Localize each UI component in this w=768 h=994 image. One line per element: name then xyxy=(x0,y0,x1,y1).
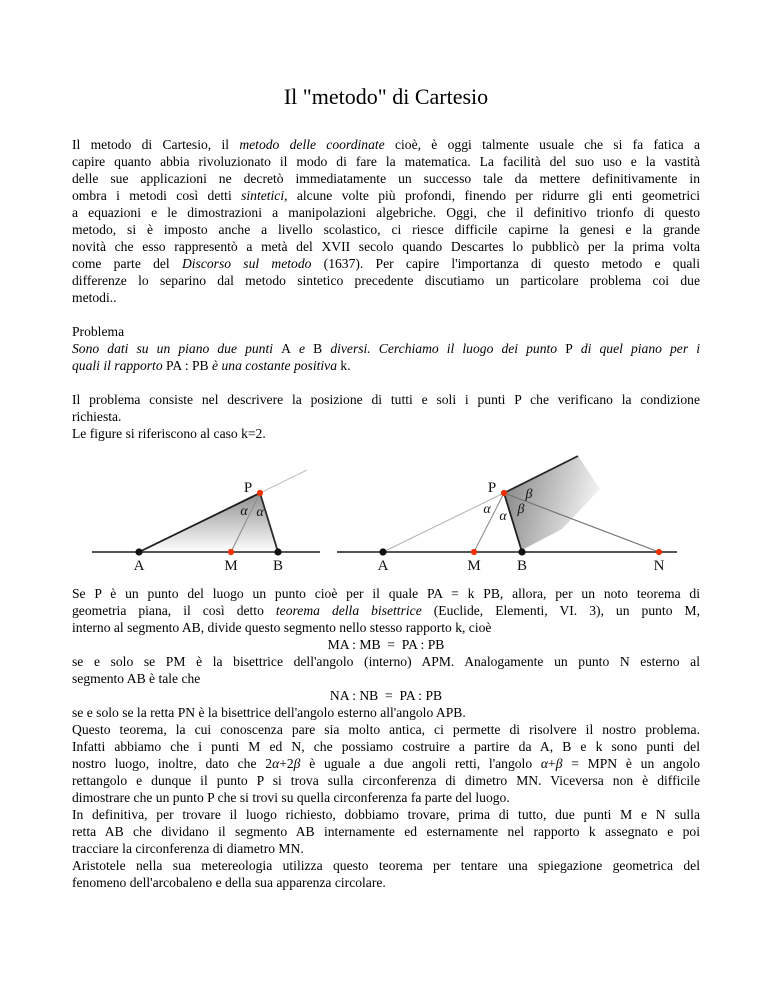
angle-beta1-label: β xyxy=(525,487,533,502)
text-run: (1637). Per capire l'importanza di questo metodo e quali xyxy=(311,256,700,271)
text-line xyxy=(72,721,700,738)
point-M-label: M xyxy=(467,558,481,574)
text-line xyxy=(72,636,700,653)
text-line xyxy=(72,238,700,255)
point-B-dot xyxy=(274,548,281,555)
text-run: k. xyxy=(340,358,351,373)
italic-text-run: α xyxy=(540,756,549,771)
text-line xyxy=(72,323,700,340)
text-run: +2 xyxy=(279,756,294,771)
text-run: Problema xyxy=(72,324,125,339)
text-line xyxy=(72,704,700,721)
text-line xyxy=(72,619,700,636)
text-run: PA : PB xyxy=(166,358,209,373)
text-run: se e solo se la retta PN è la bisettrice dell'angolo esterno all'angolo APB. xyxy=(72,705,466,720)
text-run: a equazioni e le dimostrazioni a manipolazioni algebriche. Oggi, che il definitivo trionfo di questo xyxy=(72,205,700,220)
text-run: Il metodo di Cartesio, il xyxy=(72,137,240,152)
text-run: richiesta. xyxy=(72,409,122,424)
italic-text-run: Discorso sul metodo xyxy=(181,256,312,271)
text-run: Aristotele nella sua metereologia utilizza questo teorema per tentare una spiegazione geometrica del xyxy=(72,858,700,873)
text-run: Se P è un punto del luogo un punto cioè per il quale PA = k PB, allora, per un noto teorema di xyxy=(72,586,700,601)
italic-text-run: teorema della bisettrice xyxy=(275,603,422,618)
page-title: Il "metodo" di Cartesio xyxy=(283,84,489,109)
text-line xyxy=(72,585,700,602)
text-line xyxy=(72,687,700,704)
point-M-dot xyxy=(471,549,477,555)
text-run: differenze lo separino dal metodo sintetico precedente discutiamo un particolare problema coi due xyxy=(72,273,700,288)
text-run: Questo teorema, la cui conoscenza pare sia molto antica, ci permette di risolvere il nostro problema. xyxy=(72,722,700,737)
text-run: + xyxy=(548,756,556,771)
italic-text-run: diversi. Cerchiamo il luogo dei punto xyxy=(322,341,566,356)
text-line xyxy=(72,789,700,806)
point-P-dot xyxy=(501,490,507,496)
point-B-label: B xyxy=(272,558,284,574)
italic-text-run: sintetici xyxy=(241,188,285,203)
text-run: metodi.. xyxy=(72,290,117,305)
paragraph-spacer xyxy=(72,374,700,391)
text-run: , alcune volte più profondi, finendo per ridurre gli enti geometrici xyxy=(284,188,700,203)
point-B-dot xyxy=(518,548,525,555)
text-line xyxy=(72,425,700,442)
figure-right xyxy=(337,456,677,574)
text-line xyxy=(72,255,700,272)
angle-alpha2-label: α xyxy=(499,509,507,524)
text-line xyxy=(72,823,700,840)
paragraph xyxy=(72,136,700,306)
point-M-label: M xyxy=(224,558,238,574)
point-B-label: B xyxy=(516,558,528,574)
text-run: ombra i metodi così detti xyxy=(72,188,242,203)
text-run: A xyxy=(281,341,291,356)
italic-text-run: metodo delle coordinate xyxy=(239,137,385,152)
text-line xyxy=(72,602,700,619)
text-run: Infatti abbiamo che i punti M ed N, che possiamo costruire a partire da A, B e k sono punti del xyxy=(72,739,700,754)
text-line xyxy=(72,357,700,374)
paragraph xyxy=(72,323,700,374)
text-run: In definitiva, per trovare il luogo richiesto, dobbiamo trovare, prima di tutto, due punti M e N sulla xyxy=(72,807,700,822)
point-P-label: P xyxy=(243,480,253,496)
text-line xyxy=(72,755,700,772)
italic-text-run: Sono dati su un piano due punti xyxy=(72,341,282,356)
point-A-dot xyxy=(379,548,386,555)
point-A-label: A xyxy=(377,558,389,574)
point-P-dot xyxy=(257,490,263,496)
italic-text-run: è una costante positiva xyxy=(208,358,341,373)
point-A-label: A xyxy=(133,558,145,574)
point-M-dot xyxy=(228,549,234,555)
text-run: Il problema consiste nel descrivere la posizione di tutti e soli i punti P che verificano la condizione xyxy=(72,392,700,407)
text-line xyxy=(72,874,700,891)
text-blocks-top xyxy=(72,136,700,442)
text-line xyxy=(72,289,700,306)
text-line xyxy=(72,187,700,204)
text-run: (Euclide, Elementi, VI. 3), un punto M, xyxy=(421,603,701,618)
point-A-dot xyxy=(135,548,142,555)
text-line xyxy=(72,670,700,687)
text-run: rettangolo e dunque il punto P si trova sulla circonferenza di dimetro MN. Viceversa non è difficile xyxy=(72,773,700,788)
text-run: geometria piana, il così detto xyxy=(72,603,276,618)
text-run: B xyxy=(313,341,323,356)
text-line xyxy=(72,806,700,823)
text-run: capire quanto abbia rivoluzionato il modo di fare la matematica. La facilità del suo uso e la vastità xyxy=(72,154,700,169)
text-line xyxy=(72,204,700,221)
text-run: fenomeno dell'arcobaleno e della sua apparenza circolare. xyxy=(72,875,386,890)
text-run: dimostrare che un punto P che si trovi su quella circonferenza fa parte del luogo. xyxy=(72,790,510,805)
text-run: è uguale a due angoli retti, l'angolo xyxy=(300,756,541,771)
text-line xyxy=(72,772,700,789)
text-run: cioè, è oggi talmente usuale che si fa fatica a xyxy=(384,137,700,152)
text-run: metodo, si è imposto anche a livello scolastico, ci riesce difficile capirne la genesi e la grande xyxy=(72,222,700,237)
angle-alpha2-label: α xyxy=(256,505,264,520)
italic-text-run: quali il rapporto xyxy=(72,358,167,373)
text-run: nostro luogo, inoltre, dato che 2 xyxy=(72,756,273,771)
text-run: MA : MB = PA : PB xyxy=(327,637,445,652)
text-line xyxy=(72,391,700,408)
text-run: tracciare la circonferenza di diametro MN. xyxy=(72,841,304,856)
italic-text-run: α xyxy=(272,756,280,771)
angle-beta2-label: β xyxy=(517,502,525,517)
figure-left xyxy=(92,470,320,574)
text-line xyxy=(72,153,700,170)
text-run: novità che esso rappresentò a metà del XVII secolo quando Descartes lo pubblicò per la prima volta xyxy=(72,239,700,254)
italic-text-run: β xyxy=(555,756,563,771)
point-N-dot xyxy=(656,549,662,555)
text-run: delle sue applicazioni ne decretò immediatamente un successo tale da mettere definitivamente in xyxy=(72,171,700,186)
angle-alpha1-label: α xyxy=(240,504,248,519)
point-N-label: N xyxy=(653,558,665,574)
italic-text-run: β xyxy=(293,756,301,771)
angle-alpha1-label: α xyxy=(483,502,491,517)
geometry-figures xyxy=(0,442,768,585)
text-line xyxy=(72,408,700,425)
paragraph-spacer xyxy=(72,306,700,323)
extension-of-AP xyxy=(260,470,307,493)
text-run: retta AB che dividano il segmento AB internamente ed esternamente nel rapporto k assegnato e poi xyxy=(72,824,700,839)
text-run: = MPN è un angolo xyxy=(562,756,700,771)
document-content xyxy=(72,84,700,891)
paragraph xyxy=(72,585,700,891)
text-run: NA : NB = PA : PB xyxy=(329,688,443,703)
text-line xyxy=(72,857,700,874)
text-line xyxy=(72,221,700,238)
text-run: Le figure si riferiscono al caso k=2. xyxy=(72,426,266,441)
italic-text-run: di quel piano per i xyxy=(572,341,700,356)
text-line xyxy=(72,653,700,670)
paragraph xyxy=(72,391,700,442)
text-run: P xyxy=(565,341,573,356)
text-line xyxy=(72,136,700,153)
text-line xyxy=(72,340,700,357)
text-line xyxy=(72,738,700,755)
italic-text-run: e xyxy=(290,341,314,356)
text-run: se e solo se PM è la bisettrice dell'angolo (interno) APM. Analogamente un punto N esterno al xyxy=(72,654,700,669)
text-line xyxy=(72,840,700,857)
text-line xyxy=(72,272,700,289)
text-line xyxy=(72,170,700,187)
point-P-label: P xyxy=(487,480,497,496)
text-run: interno al segmento AB, divide questo segmento nello stesso rapporto k, cioè xyxy=(72,620,492,635)
text-run: come parte del xyxy=(72,256,182,271)
text-blocks-bottom xyxy=(72,585,700,891)
text-run: segmento AB è tale che xyxy=(72,671,201,686)
